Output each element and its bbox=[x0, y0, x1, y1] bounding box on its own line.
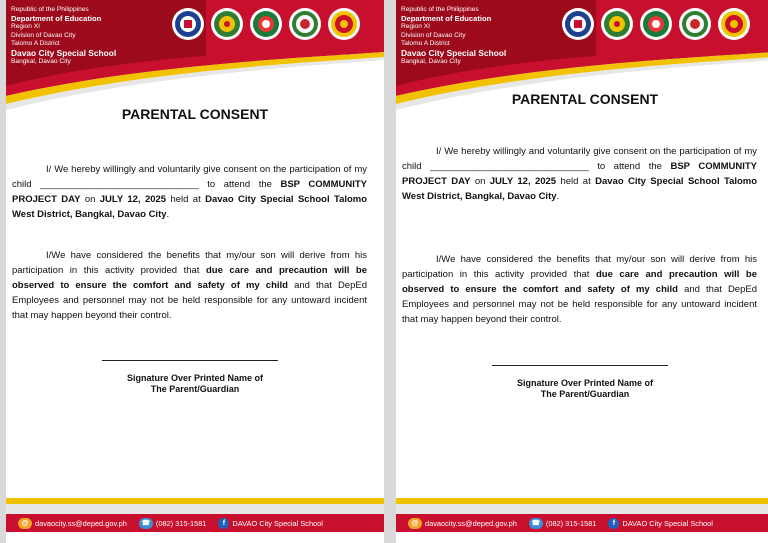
facebook-text: DAVAO City Special School bbox=[232, 518, 323, 528]
bagong-pilipinas-icon bbox=[327, 7, 361, 41]
phone-text: (082) 315-1581 bbox=[545, 518, 597, 528]
para1-on: on bbox=[474, 176, 486, 187]
district-seal-icon bbox=[249, 7, 283, 41]
footer-phone bbox=[529, 518, 597, 529]
event-name: BSP COMMUNITY PROJECT DAY bbox=[12, 179, 367, 205]
footer-phone bbox=[139, 518, 207, 529]
event-venue: Davao City Special School Talomo West District, Bangkal, Davao City bbox=[12, 194, 368, 220]
footer-facebook bbox=[608, 518, 713, 529]
district: Talomo A District bbox=[401, 40, 450, 48]
consent-page-left bbox=[6, 0, 384, 543]
signature-caption-line2: The Parent/Guardian bbox=[150, 384, 240, 394]
department-name: Department of Education bbox=[401, 13, 492, 23]
signature-line bbox=[492, 365, 668, 366]
consent-page-right bbox=[396, 0, 768, 543]
deped-seal-icon bbox=[171, 7, 205, 41]
benefits-paragraph bbox=[402, 252, 757, 327]
header-text bbox=[11, 6, 116, 66]
signature-line bbox=[102, 360, 278, 361]
signature-caption-line1: Signature Over Printed Name of bbox=[126, 373, 264, 383]
para1-on: on bbox=[84, 194, 96, 205]
para2-start: I/We have considered the benefits that my/our son will derive from his participation in this activity provided that bbox=[402, 254, 757, 280]
division-seal-icon bbox=[210, 7, 244, 41]
event-date: JULY 12, 2025 bbox=[489, 176, 557, 187]
agency-line: Republic of the Philippines bbox=[11, 6, 89, 13]
para1-held-at: held at bbox=[560, 176, 591, 187]
para1-period: . bbox=[556, 191, 560, 202]
event-venue: Davao City Special School Talomo West District, Bangkal, Davao City bbox=[402, 176, 758, 202]
para1-start: I/ We hereby willingly and voluntarily give consent on the participation of my child bbox=[402, 146, 757, 172]
event-name: BSP COMMUNITY PROJECT DAY bbox=[402, 161, 757, 187]
signature-caption bbox=[6, 373, 384, 395]
signature-caption bbox=[396, 378, 768, 400]
logo-row bbox=[561, 7, 751, 41]
document-title: PARENTAL CONSENT bbox=[121, 106, 269, 122]
para1-to-attend: to attend the bbox=[597, 161, 662, 172]
division: Division of Davao City bbox=[11, 31, 76, 39]
benefits-paragraph bbox=[12, 248, 367, 323]
facebook-text: DAVAO City Special School bbox=[622, 518, 713, 528]
email-text: davaocity.ss@deped.gov.ph bbox=[425, 518, 517, 528]
consent-paragraph bbox=[12, 162, 367, 222]
department-name: Department of Education bbox=[11, 13, 102, 23]
school-address: Bangkal, Davao City bbox=[11, 57, 71, 65]
region: Region XI bbox=[11, 23, 40, 31]
signature-caption-line1: Signature Over Printed Name of bbox=[516, 378, 654, 388]
para2-emphasis: due care and precaution will be observed to ensure the comfort and safety of my child bbox=[402, 269, 758, 295]
para1-start: I/ We hereby willingly and voluntarily give consent on the participation of my child bbox=[12, 164, 367, 190]
phone-text: (082) 315-1581 bbox=[155, 518, 207, 528]
agency-line: Republic of the Philippines bbox=[401, 6, 479, 13]
document-title: PARENTAL CONSENT bbox=[511, 91, 659, 107]
school-seal-icon bbox=[288, 7, 322, 41]
signature-caption-line2: The Parent/Guardian bbox=[540, 389, 630, 399]
division: Division of Davao City bbox=[401, 31, 466, 39]
para1-held-at: held at bbox=[170, 194, 201, 205]
school-name: Davao City Special School bbox=[11, 47, 117, 58]
child-name-blank: ______________________________ bbox=[430, 161, 589, 172]
email-text: davaocity.ss@deped.gov.ph bbox=[35, 518, 127, 528]
region: Region XI bbox=[401, 23, 430, 31]
consent-paragraph bbox=[402, 144, 757, 204]
phone-icon: ☎ bbox=[139, 518, 153, 529]
para1-period: . bbox=[166, 209, 170, 220]
school-address: Bangkal, Davao City bbox=[401, 57, 461, 65]
facebook-icon: f bbox=[608, 518, 619, 529]
para2-emphasis: due care and precaution will be observed to ensure the comfort and safety of my child bbox=[12, 265, 368, 291]
division-seal-icon bbox=[600, 7, 634, 41]
header-text bbox=[401, 6, 506, 66]
footer-email bbox=[408, 518, 517, 529]
email-icon: @ bbox=[18, 518, 32, 529]
phone-icon: ☎ bbox=[529, 518, 543, 529]
district-seal-icon bbox=[639, 7, 673, 41]
footer-contacts bbox=[396, 514, 768, 532]
deped-seal-icon bbox=[561, 7, 595, 41]
footer-email bbox=[18, 518, 127, 529]
footer-contacts bbox=[6, 514, 384, 532]
school-seal-icon bbox=[678, 7, 712, 41]
facebook-icon: f bbox=[218, 518, 229, 529]
para2-end: and that DepEd Employees and personnel may not be held responsible for any untoward incident that may happen beyond their control. bbox=[12, 280, 367, 321]
child-name-blank: ______________________________ bbox=[40, 179, 199, 190]
para1-to-attend: to attend the bbox=[207, 179, 272, 190]
para2-start: I/We have considered the benefits that my/our son will derive from his participation in this activity provided that bbox=[12, 250, 367, 276]
footer-facebook bbox=[218, 518, 323, 529]
email-icon: @ bbox=[408, 518, 422, 529]
school-name: Davao City Special School bbox=[401, 47, 507, 58]
para2-end: and that DepEd Employees and personnel may not be held responsible for any untoward incident that may happen beyond their control. bbox=[402, 284, 757, 325]
bagong-pilipinas-icon bbox=[717, 7, 751, 41]
logo-row bbox=[171, 7, 361, 41]
event-date: JULY 12, 2025 bbox=[99, 194, 167, 205]
district: Talomo A District bbox=[11, 40, 60, 48]
